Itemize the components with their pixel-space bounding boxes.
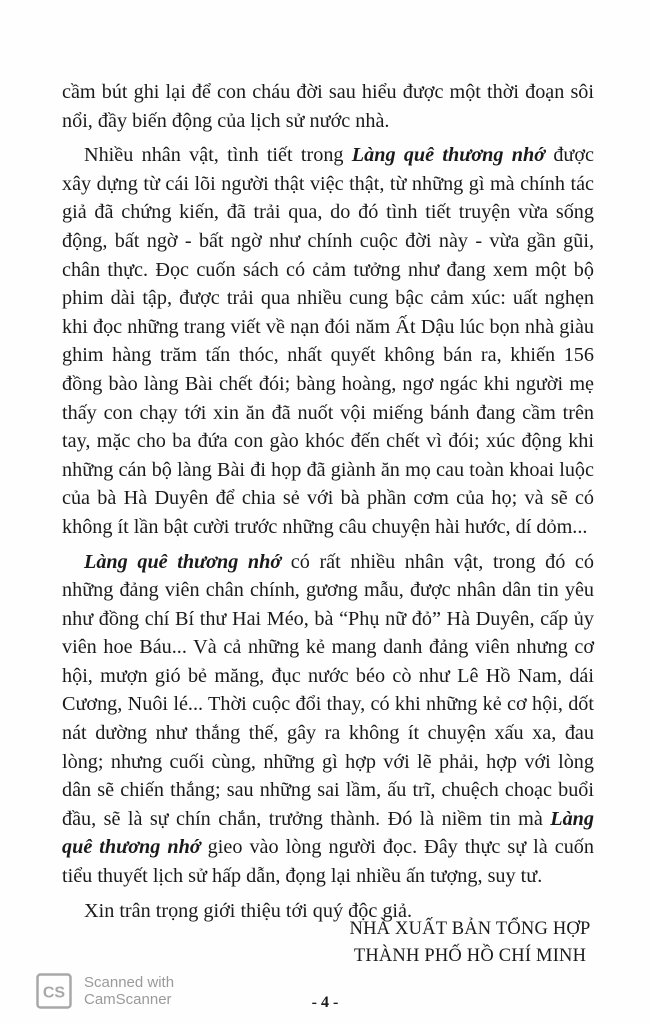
paragraph-text: Nhiều nhân vật, tình tiết trong: [84, 144, 352, 167]
book-title: Làng quê thương nhớ: [84, 550, 282, 573]
paragraph-characters-intro: [62, 141, 594, 541]
book-title: Làng quê thương nhớ: [351, 144, 546, 167]
book-title: Làng quê thương nhớ: [62, 807, 594, 859]
camscanner-watermark: [36, 972, 174, 1010]
body-text: [62, 78, 594, 925]
paragraph-characters-list: [62, 548, 594, 891]
camscanner-logo-icon: [36, 973, 72, 1009]
paragraph-closing: Xin trân trọng giới thiệu tới quý độc giả.: [84, 899, 413, 922]
watermark-line-1: Scanned with: [84, 974, 175, 991]
publisher-signature: [335, 916, 605, 970]
watermark-text: [84, 974, 174, 1008]
publisher-line-2: THÀNH PHỐ HỒ CHÍ MINH: [353, 946, 587, 966]
paragraph-text: gieo vào lòng người đọc. Đây thực sự là cuốn tiểu thuyết lịch sử hấp dẫn, đọng lại nhiều ấn tượng, suy tư.: [62, 836, 594, 888]
watermark-line-2: CamScanner: [84, 991, 172, 1008]
paragraph-continuation: cầm bút ghi lại để con cháu đời sau hiểu được một thời đoạn sôi nổi, đầy biến động của lịch sử nước nhà.: [62, 81, 594, 132]
paragraph-text: được xây dựng từ cái lõi người thật việc thật, từ những gì mà chính tác giả đã chứng kiến, đã trải qua, do đó tình tiết truyện vừa sống động, bất ngờ - bất ngờ như chính cuộc đời này - vừa gần gũi, chân thực. Đọc cuốn sách có cảm tưởng như đang xem một bộ phim dài tập, được trải qua nhiều cung bậc cảm xúc: uất nghẹn khi đọc những trang viết về nạn đói năm Ất Dậu lúc bọn nhà giàu ghim hàng trăm tấn thóc, nhất quyết không bán ra, khiến 156 đồng bào làng Bài chết đói; bàng hoàng, ngơ ngác khi người mẹ thấy con chạy tới xin ăn đã nuốt vội miếng bánh đang cầm trên tay, mặc cho ba đứa con gào khóc đến chết vì đói; xúc động khi những cán bộ làng Bài đi họp đã giành ăn mọ cau toàn khoai luộc của bà Hà Duyên để chia sẻ với bà phần cơm của họ; và sẽ có không ít lần bật cười trước những câu chuyện hài hước, dí dỏm...: [62, 144, 595, 538]
paragraph-text: có rất nhiều nhân vật, trong đó có những đảng viên chân chính, gương mẫu, được nhân dân tin yêu như đồng chí Bí thư Hai Méo, bà “Phụ nữ đỏ” Hà Duyên, cấp ủy viên hoe Báu... Và cả những kẻ mang danh đảng viên nhưng cơ hội, mượn gió bẻ măng, đục nước béo cò như Lê Hồ Nam, dái Cương, Nuôi lé... Thời cuộc đổi thay, có khi những kẻ cơ hội, dốt nát dường như thắng thế, gây ra không ít chuyện xấu xa, đau lòng; nhưng cuối cùng, những gì hợp với lẽ phải, hợp với lòng dân sẽ chiến thắng; sau những sai lầm, ấu trĩ, chuệch choạc buổi đầu, sẽ là sự chín chắn, trưởng thành. Đó là niềm tin mà: [62, 550, 594, 830]
camscanner-logo-text: CS: [42, 984, 66, 1002]
page-number: - 4 -: [311, 994, 339, 1011]
publisher-line-1: NHÀ XUẤT BẢN TỔNG HỢP: [349, 919, 591, 939]
